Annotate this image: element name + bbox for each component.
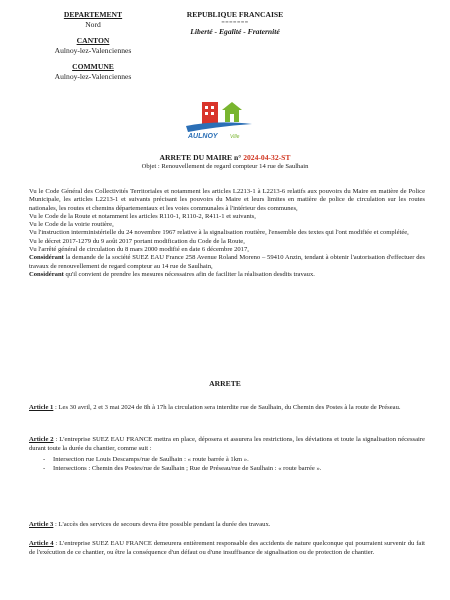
consideration-line: Considérant la demande de la société SUEZ EAU France 258 Avenue Roland Moreno – 59410 Anzin, tendant à obtenir l'autorisation d'effectuer des travaux de renouvellement de regard compteur au 14 rue de Saulhain, — [29, 254, 425, 270]
detour-list — [43, 456, 425, 473]
article-2 — [29, 436, 425, 473]
article-1 — [29, 404, 425, 413]
list-item: - Intersections : Chemin des Postes/rue de Saulhain ; Rue de Préseau/rue de Saulhain : « route barrée ». — [43, 465, 425, 474]
town-logo — [176, 96, 262, 140]
departement-value: Nord — [85, 19, 101, 29]
logo-subtext: Ville — [230, 134, 240, 140]
article-text: : L'accès des services de secours devra être possible pendant la durée des travaux. — [53, 521, 271, 528]
republic-title: REPUBLIQUE FRANCAISE — [186, 10, 284, 19]
logo-blue-swoosh — [186, 122, 252, 132]
consideration-line: Vu l'arrêté général de circulation du 8 mars 2000 modifié en date 6 décembre 2017, — [29, 246, 249, 254]
logo-green-roof — [222, 102, 242, 110]
article-label: Article 3 — [29, 521, 54, 528]
article-label: Article 2 — [29, 436, 54, 443]
commune-value: Aulnoy-lez-Valenciennes — [54, 71, 132, 81]
republic-header — [170, 10, 300, 36]
canton-value: Aulnoy-lez-Valenciennes — [54, 45, 132, 55]
consideration-line: Considérant qu'il convient de prendre les mesures nécessaires afin de faciliter la réalisation desdits travaux. — [29, 270, 315, 278]
logo-text: AULNOY — [188, 133, 218, 140]
list-item: - Intersection rue Louis Descamps/rue de Saulhain : « route barrée à 1km ». — [43, 456, 425, 465]
administrative-header — [18, 10, 168, 89]
header-separator: ======= — [221, 19, 249, 26]
decree-title-prefix: ARRETE DU MAIRE n° — [159, 153, 242, 162]
article-text: : Les 30 avril, 2 et 3 mai 2024 de 8h à 17h la circulation sera interdite rue de Saulhain, du Chemin des Postes à la route de Préseau. — [53, 404, 401, 411]
consideration-line: Vu le Code de la Route et notamment les articles R110-1, R110-2, R411-1 et suivants, — [29, 212, 256, 220]
article-label: Article 4 — [29, 540, 54, 547]
consideration-line: Vu le Code Général des Collectivités Territoriales et notamment les articles L2213-1 à L2213-6 relatifs aux pouvoirs du Maire en matière de Police Municipale, les articles L2213-1 et suivants précisant les pouvoirs du Maire et leurs limites en matière de police de circulation sur les routes nationales, les routes et chemins départementaux et les voies communales à l'intérieur des communes, — [29, 188, 425, 212]
decree-number: 2024-04-32-ST — [243, 153, 291, 162]
legal-considerations — [29, 188, 425, 279]
consideration-line: Vu l'instruction interministérielle du 24 novembre 1967 relative à la signalisation routière, l'ensemble des textes qui l'ont modifiée et complétée, — [29, 229, 409, 237]
logo-red-building — [202, 102, 218, 124]
article-text: : L'entreprise SUEZ EAU FRANCE mettra en place, déposera et assurera les restrictions, les déviations et toute la signalisation nécessaire durant toute la durée du chantier, comme suit : — [29, 436, 425, 452]
departement-title: DEPARTEMENT — [63, 10, 123, 19]
republic-motto: Liberté - Egalité - Fraternité — [190, 26, 280, 36]
article-label: Article 1 — [29, 404, 54, 411]
article-text: : L'entreprise SUEZ EAU FRANCE demeurera entièrement responsable des accidents de nature quelconque qui pourraient survenir du fait de l'exécution de ce chantier, ou être la conséquence d'un défaut ou d'une insuffisance de signalisation ou de protection de chantier. — [29, 540, 425, 556]
article-4 — [29, 540, 425, 557]
consideration-line: Vu le Code de la voirie routière, — [29, 221, 114, 229]
article-3 — [29, 521, 425, 530]
decree-title — [0, 153, 450, 162]
commune-title: COMMUNE — [72, 62, 114, 72]
canton-title: CANTON — [76, 36, 110, 46]
decree-object: Objet : Renouvellement de regard compteur 14 rue de Saulhain — [141, 163, 309, 170]
arrete-heading: ARRETE — [209, 379, 241, 388]
consideration-line: Vu le décret 2017-1279 du 9 août 2017 portant modification du Code de la Route, — [29, 237, 245, 245]
